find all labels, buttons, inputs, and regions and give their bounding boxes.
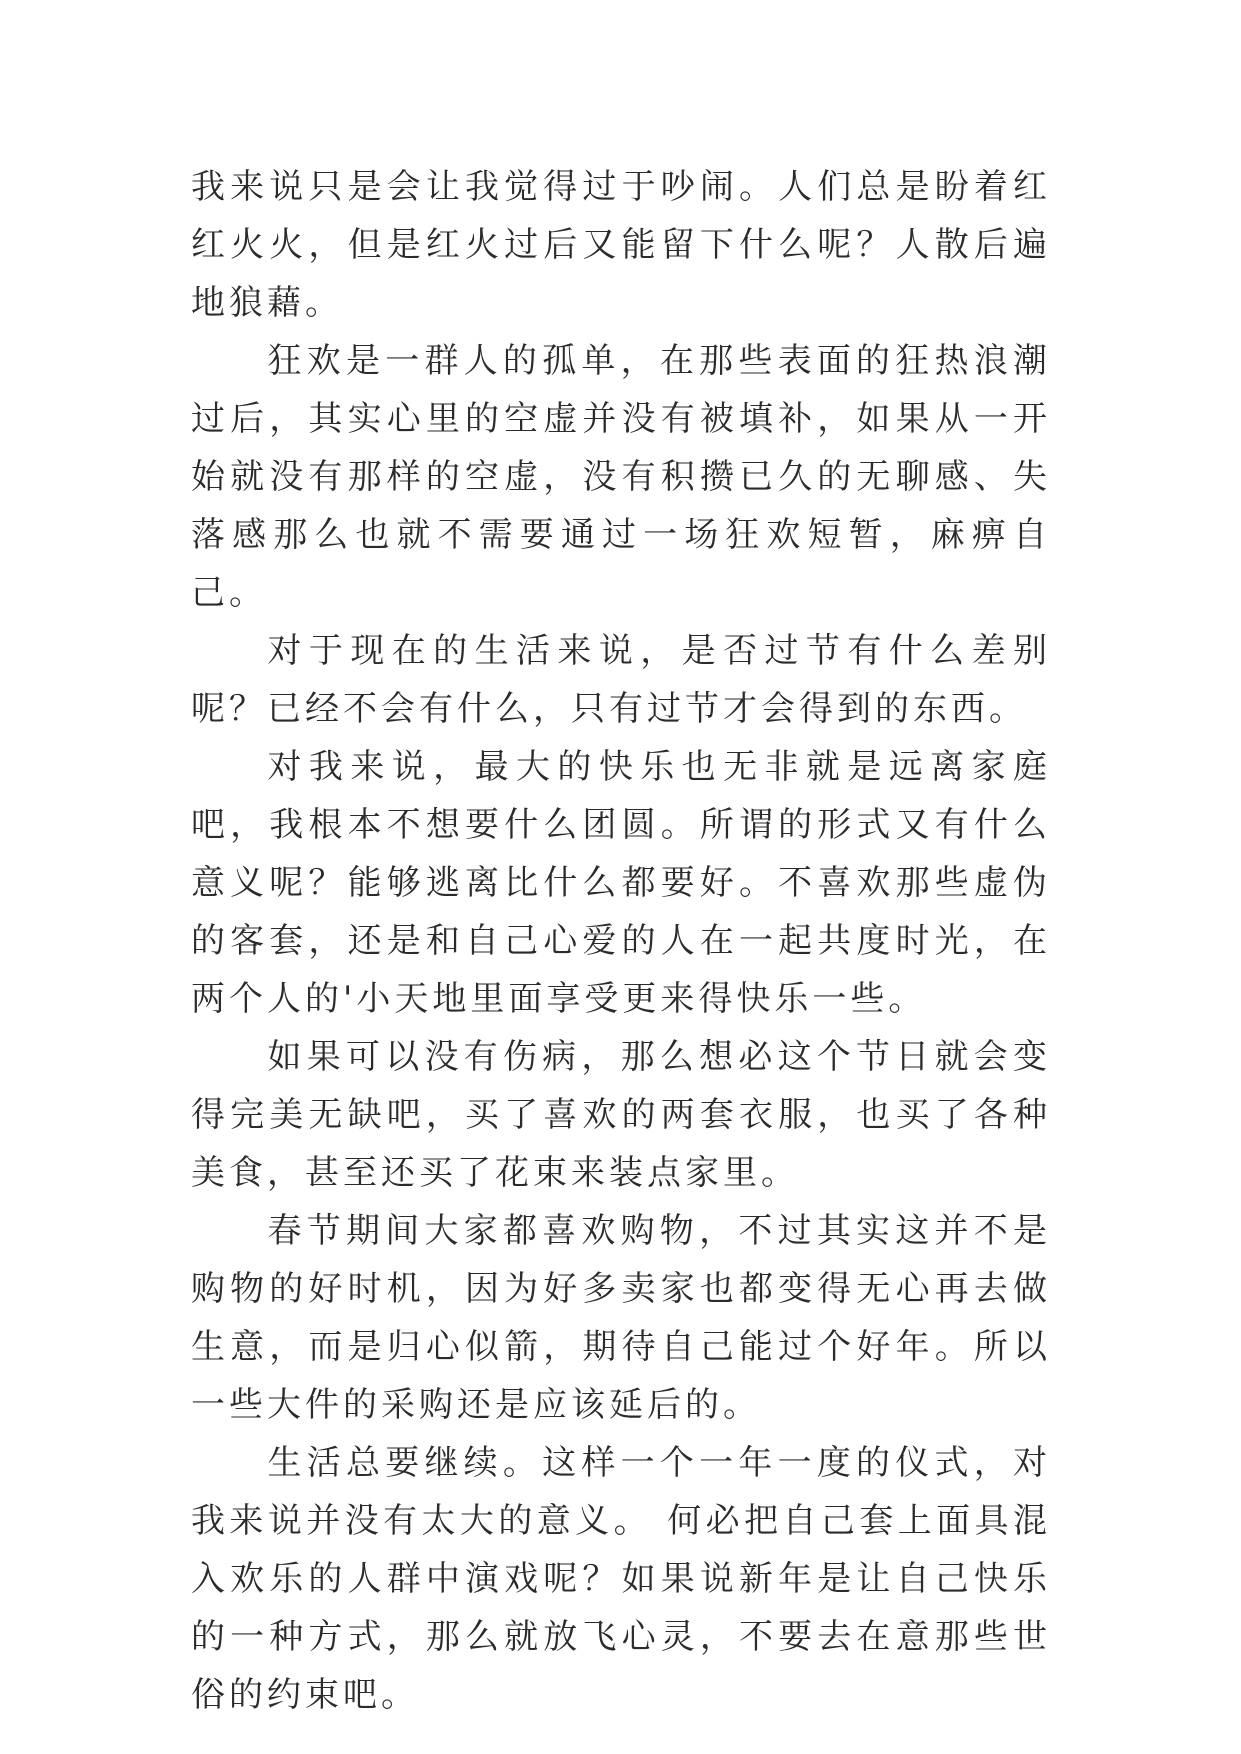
paragraph-1: 我来说只是会让我觉得过于吵闹。人们总是盼着红红火火，但是红火过后又能留下什么呢？人散后遍地狼藉。 xyxy=(191,167,1051,323)
paragraph-6: 春节期间大家都喜欢购物，不过其实这并不是购物的好时机，因为好多卖家也都变得无心再去做生意，而是归心似箭，期待自己能过个好年。所以一些大件的采购还是应该延后的。 xyxy=(191,1211,1051,1425)
paragraph-2: 狂欢是一群人的孤单，在那些表面的狂热浪潮过后，其实心里的空虚并没有被填补，如果从一开始就没有那样的空虚，没有积攒已久的无聊感、失落感那么也就不需要通过一场狂欢短暂，麻痹自己。 xyxy=(191,341,1051,613)
document-body xyxy=(191,158,1051,1724)
paragraph-5: 如果可以没有伤病，那么想必这个节日就会变得完美无缺吧，买了喜欢的两套衣服，也买了各种美食，甚至还买了花束来装点家里。 xyxy=(191,1037,1051,1193)
paragraph-4: 对我来说，最大的快乐也无非就是远离家庭吧，我根本不想要什么团圆。所谓的形式又有什么意义呢？能够逃离比什么都要好。不喜欢那些虚伪的客套，还是和自己心爱的人在一起共度时光，在两个人的'小天地里面享受更来得快乐一些。 xyxy=(191,747,1051,1019)
paragraph-3: 对于现在的生活来说，是否过节有什么差别呢？已经不会有什么，只有过节才会得到的东西。 xyxy=(191,631,1051,729)
paragraph-7: 生活总要继续。这样一个一年一度的仪式，对我来说并没有太大的意义。 何必把自己套上面具混入欢乐的人群中演戏呢？如果说新年是让自己快乐的一种方式，那么就放飞心灵，不要去在意那些世俗的约束吧。 xyxy=(191,1443,1051,1715)
